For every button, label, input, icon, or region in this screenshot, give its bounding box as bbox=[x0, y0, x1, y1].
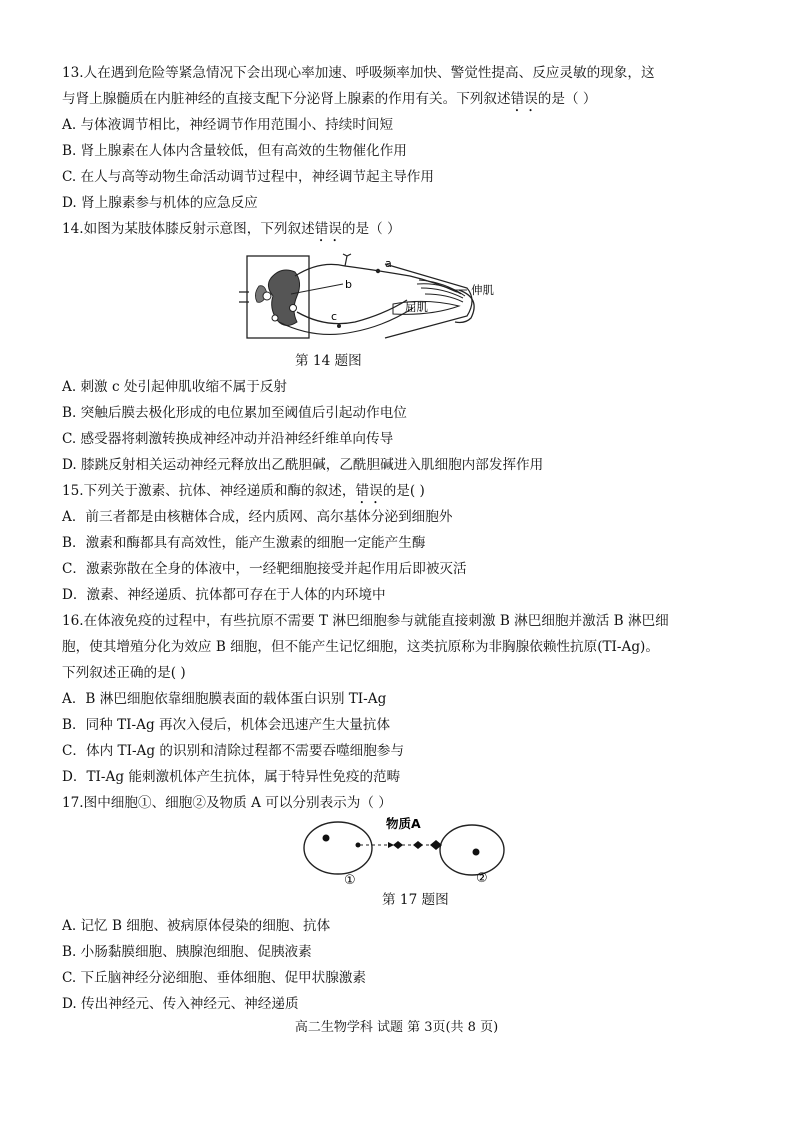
neuron-body bbox=[290, 305, 297, 312]
cell-2 bbox=[440, 825, 504, 875]
q16-option-a: A．B 淋巴细胞依靠细胞膜表面的载体蛋白识别 TI-Ag bbox=[62, 691, 387, 707]
q13-option-c: C. 在人与高等动物生命活动调节过程中，神经调节起主导作用 bbox=[62, 169, 434, 185]
q14-option-c: C. 感受器将刺激转换成神经冲动并沿神经纤维单向传导 bbox=[62, 431, 394, 447]
receptor-icon bbox=[343, 254, 351, 266]
q15-stem: 15.下列关于激素、抗体、神经递质和酶的叙述，错误的是( ) bbox=[62, 483, 425, 499]
q17-option-b: B. 小肠黏膜细胞、胰腺泡细胞、促胰液素 bbox=[62, 944, 312, 960]
q13-stem-line1: 13.人在遇到危险等紧急情况下会出现心率加速、呼吸频率加快、警觉性提高、反应灵敏的现象，这 bbox=[62, 65, 655, 81]
label-extensor: 伸肌 bbox=[471, 283, 494, 297]
q13-option-b: B. 肾上腺素在人体内含量较低，但有高效的生物催化作用 bbox=[62, 143, 407, 159]
thigh-outline bbox=[385, 264, 472, 338]
q15-option-b: B．激素和酶都具有高效性，能产生激素的细胞一定能产生酶 bbox=[62, 535, 426, 551]
q16-option-b: B．同种 TI-Ag 再次入侵后，机体会迅速产生大量抗体 bbox=[62, 717, 391, 733]
neuron-body bbox=[263, 292, 271, 300]
q14-stem: 14.如图为某肢体膝反射示意图，下列叙述错误的是（ ） bbox=[62, 221, 401, 237]
extensor-muscle bbox=[417, 280, 465, 302]
substance-a-diamond bbox=[393, 841, 403, 849]
neuron-body bbox=[272, 315, 278, 321]
emphasis-mark: 错误 bbox=[355, 483, 383, 499]
q17-stem: 17.图中细胞①、细胞②及物质 A 可以分别表示为（ ） bbox=[62, 795, 392, 811]
label-flexor: 屈肌 bbox=[405, 300, 428, 314]
q15-option-c: C．激素弥散在全身的体液中，一经靶细胞接受并起作用后即被灭活 bbox=[62, 561, 467, 577]
q14-option-a: A. 刺激 c 处引起伸肌收缩不属于反射 bbox=[62, 379, 288, 395]
q17-option-a: A. 记忆 B 细胞、被病原体侵染的细胞、抗体 bbox=[62, 918, 331, 934]
substance-a-dot bbox=[356, 843, 361, 848]
q14-option-b: B. 突触后膜去极化形成的电位累加至阈值后引起动作电位 bbox=[62, 405, 407, 421]
label-b: b bbox=[345, 278, 352, 291]
page-footer: 高二生物学科 试题 第 3页(共 8 页) bbox=[294, 1020, 499, 1035]
q15-option-a: A．前三者都是由核糖体合成，经内质网、高尔基体分泌到细胞外 bbox=[62, 509, 453, 525]
cell-2-nucleus bbox=[473, 849, 480, 856]
q14-figure-caption: 第 14 题图 bbox=[295, 353, 362, 369]
point-c-marker bbox=[337, 324, 341, 328]
q13-option-a: A. 与体液调节相比，神经调节作用范围小、持续时间短 bbox=[62, 117, 394, 133]
q15-option-d: D．激素、神经递质、抗体都可存在于人体的内环境中 bbox=[62, 587, 386, 603]
q13-stem-line2: 与肾上腺髓质在内脏神经的直接支配下分泌肾上腺素的作用有关。下列叙述错误的是（ ） bbox=[62, 91, 597, 107]
q16-option-c: C．体内 TI-Ag 的识别和清除过程都不需要吞噬细胞参与 bbox=[62, 743, 405, 759]
q16-option-d: D．TI-Ag 能刺激机体产生抗体，属于特异性免疫的范畴 bbox=[62, 769, 401, 785]
substance-a-diamond bbox=[413, 841, 423, 849]
q13-option-d: D. 肾上腺素参与机体的应急反应 bbox=[62, 195, 258, 211]
label-substance-a: 物质A bbox=[386, 816, 421, 831]
label-cell-1: ① bbox=[344, 873, 356, 886]
arrow-head bbox=[388, 842, 394, 848]
q17-option-c: C. 下丘脑神经分泌细胞、垂体细胞、促甲状腺激素 bbox=[62, 970, 367, 986]
point-a-marker bbox=[376, 269, 380, 273]
cell-signaling-figure bbox=[300, 812, 510, 886]
q17-figure-caption: 第 17 题图 bbox=[382, 892, 449, 908]
label-a: a bbox=[385, 257, 392, 270]
q17-option-d: D. 传出神经元、传入神经元、神经递质 bbox=[62, 996, 299, 1012]
emphasis-mark: 错误 bbox=[510, 91, 538, 107]
q16-stem-line2: 胞，使其增殖分化为效应 B 细胞，但不能产生记忆细胞，这类抗原称为非胸腺依赖性抗原(TI-Ag)。 bbox=[62, 639, 659, 655]
emphasis-mark: 错误 bbox=[314, 221, 342, 237]
cell-1 bbox=[304, 822, 372, 874]
label-cell-2: ② bbox=[476, 871, 488, 886]
knee-reflex-figure bbox=[235, 252, 495, 344]
label-c: c bbox=[331, 310, 338, 323]
q14-option-d: D. 膝跳反射相关运动神经元释放出乙酰胆碱，乙酰胆碱进入肌细胞内部发挥作用 bbox=[62, 457, 544, 473]
cell-1-nucleus bbox=[323, 835, 330, 842]
q16-stem-line3: 下列叙述正确的是( ) bbox=[62, 665, 186, 681]
q16-stem-line1: 16.在体液免疫的过程中，有些抗原不需要 T 淋巴细胞参与就能直接刺激 B 淋巴细胞并激活 B 淋巴细 bbox=[62, 613, 669, 629]
